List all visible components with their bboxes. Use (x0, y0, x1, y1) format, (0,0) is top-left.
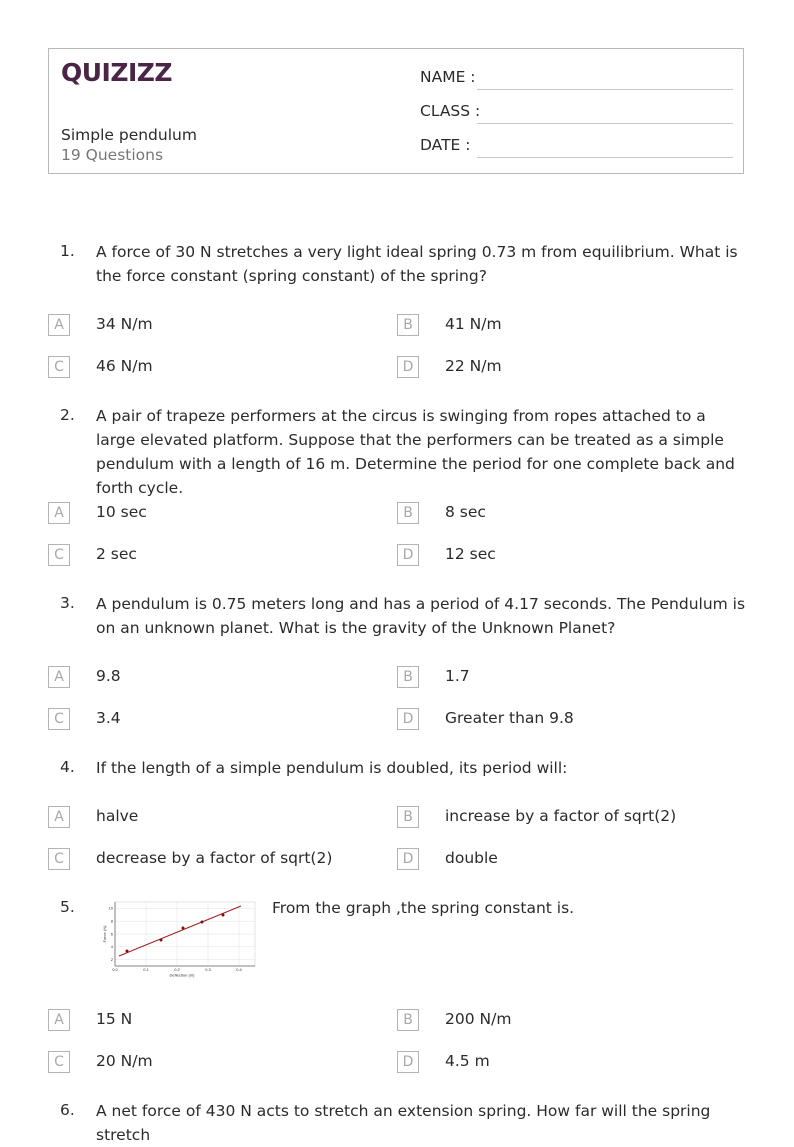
worksheet-title: Simple pendulum (61, 126, 197, 144)
option-b-box[interactable]: B (397, 806, 419, 828)
option-d-box[interactable]: D (397, 544, 419, 566)
option-d-text: Greater than 9.8 (445, 709, 574, 727)
option-a-text: 15 N (96, 1010, 133, 1028)
name-label: NAME : (420, 68, 476, 86)
option-d-box[interactable]: D (397, 848, 419, 870)
question-text: A pair of trapeze performers at the circus is swinging from ropes attached to a large elevated platform. Suppose that the performers can be treated as a simple pendulum with a length of 16 m. Determine the period for one complete back and forth cycle. (96, 407, 735, 497)
graph-x-tick: 0.2 (174, 967, 180, 972)
question-number: 6. (60, 1101, 75, 1119)
name-input-line[interactable] (477, 89, 733, 90)
graph-point (182, 927, 185, 930)
graph-y-tick: 6 (110, 931, 113, 937)
option-c-text: 46 N/m (96, 357, 153, 375)
option-d-box[interactable]: D (397, 1051, 419, 1073)
graph-point (160, 939, 163, 942)
date-input-line[interactable] (477, 157, 733, 158)
option-c-box[interactable]: C (48, 708, 70, 730)
option-d-text: 12 sec (445, 545, 496, 563)
force-deflection-graph (101, 896, 259, 978)
question-text: A pendulum is 0.75 meters long and has a period of 4.17 seconds. The Pendulum is on an unknown planet. What is the gravity of the Unknown Planet? (96, 595, 746, 637)
option-b-text: 200 N/m (445, 1010, 512, 1028)
question-number: 5. (60, 898, 75, 916)
option-b-box[interactable]: B (397, 502, 419, 524)
option-b-box[interactable]: B (397, 1009, 419, 1031)
quizizz-logo: QUIZIZZ (61, 58, 173, 87)
graph-x-label: Deflection (m) (169, 972, 195, 978)
option-d-box[interactable]: D (397, 708, 419, 730)
option-c-box[interactable]: C (48, 544, 70, 566)
question-number: 4. (60, 758, 75, 776)
graph-x-tick: 0.1 (143, 967, 149, 972)
class-label: CLASS : (420, 102, 481, 120)
option-c-text: decrease by a factor of sqrt(2) (96, 849, 333, 867)
option-b-text: 41 N/m (445, 315, 502, 333)
class-input-line[interactable] (477, 123, 733, 124)
graph-point (222, 914, 225, 917)
question-text: A net force of 430 N acts to stretch an extension spring. How far will the spring stretch (96, 1102, 711, 1144)
date-label: DATE : (420, 136, 471, 154)
option-b-text: 8 sec (445, 503, 486, 521)
question-number: 2. (60, 406, 75, 424)
option-d-text: 4.5 m (445, 1052, 490, 1070)
option-c-text: 3.4 (96, 709, 121, 727)
question-count: 19 Questions (61, 146, 164, 164)
graph-x-tick: 0.3 (205, 967, 211, 972)
option-d-text: double (445, 849, 498, 867)
option-a-box[interactable]: A (48, 666, 70, 688)
option-a-text: 34 N/m (96, 315, 153, 333)
option-b-text: 1.7 (445, 667, 470, 685)
option-c-text: 20 N/m (96, 1052, 153, 1070)
graph-y-tick: 10 (108, 905, 113, 911)
option-d-text: 22 N/m (445, 357, 502, 375)
option-c-box[interactable]: C (48, 848, 70, 870)
option-c-text: 2 sec (96, 545, 137, 563)
option-a-box[interactable]: A (48, 806, 70, 828)
option-a-box[interactable]: A (48, 1009, 70, 1031)
option-c-box[interactable]: C (48, 356, 70, 378)
graph-y-tick: 2 (110, 957, 113, 962)
option-a-box[interactable]: A (48, 314, 70, 336)
question-text: A force of 30 N stretches a very light ideal spring 0.73 m from equilibrium. What is the force constant (spring constant) of the spring? (96, 243, 738, 285)
option-b-box[interactable]: B (397, 314, 419, 336)
question-text: From the graph ,the spring constant is. (272, 899, 575, 917)
question-number: 3. (60, 594, 75, 612)
question-number: 1. (60, 242, 75, 260)
option-c-box[interactable]: C (48, 1051, 70, 1073)
graph-y-label: Force (N) (102, 925, 107, 943)
option-a-text: 9.8 (96, 667, 121, 685)
graph-y-tick: 8 (110, 918, 113, 924)
option-a-text: 10 sec (96, 503, 147, 521)
option-b-text: increase by a factor of sqrt(2) (445, 807, 677, 825)
option-b-box[interactable]: B (397, 666, 419, 688)
worksheet-header (48, 48, 744, 174)
graph-point (126, 950, 129, 953)
option-d-box[interactable]: D (397, 356, 419, 378)
graph-x-tick: 0.0 (112, 967, 118, 972)
question-text: If the length of a simple pendulum is doubled, its period will: (96, 759, 568, 777)
option-a-text: halve (96, 807, 139, 825)
option-a-box[interactable]: A (48, 502, 70, 524)
graph-y-tick: 4 (110, 944, 113, 949)
graph-point (201, 921, 204, 924)
graph-x-tick: 0.4 (236, 967, 242, 972)
